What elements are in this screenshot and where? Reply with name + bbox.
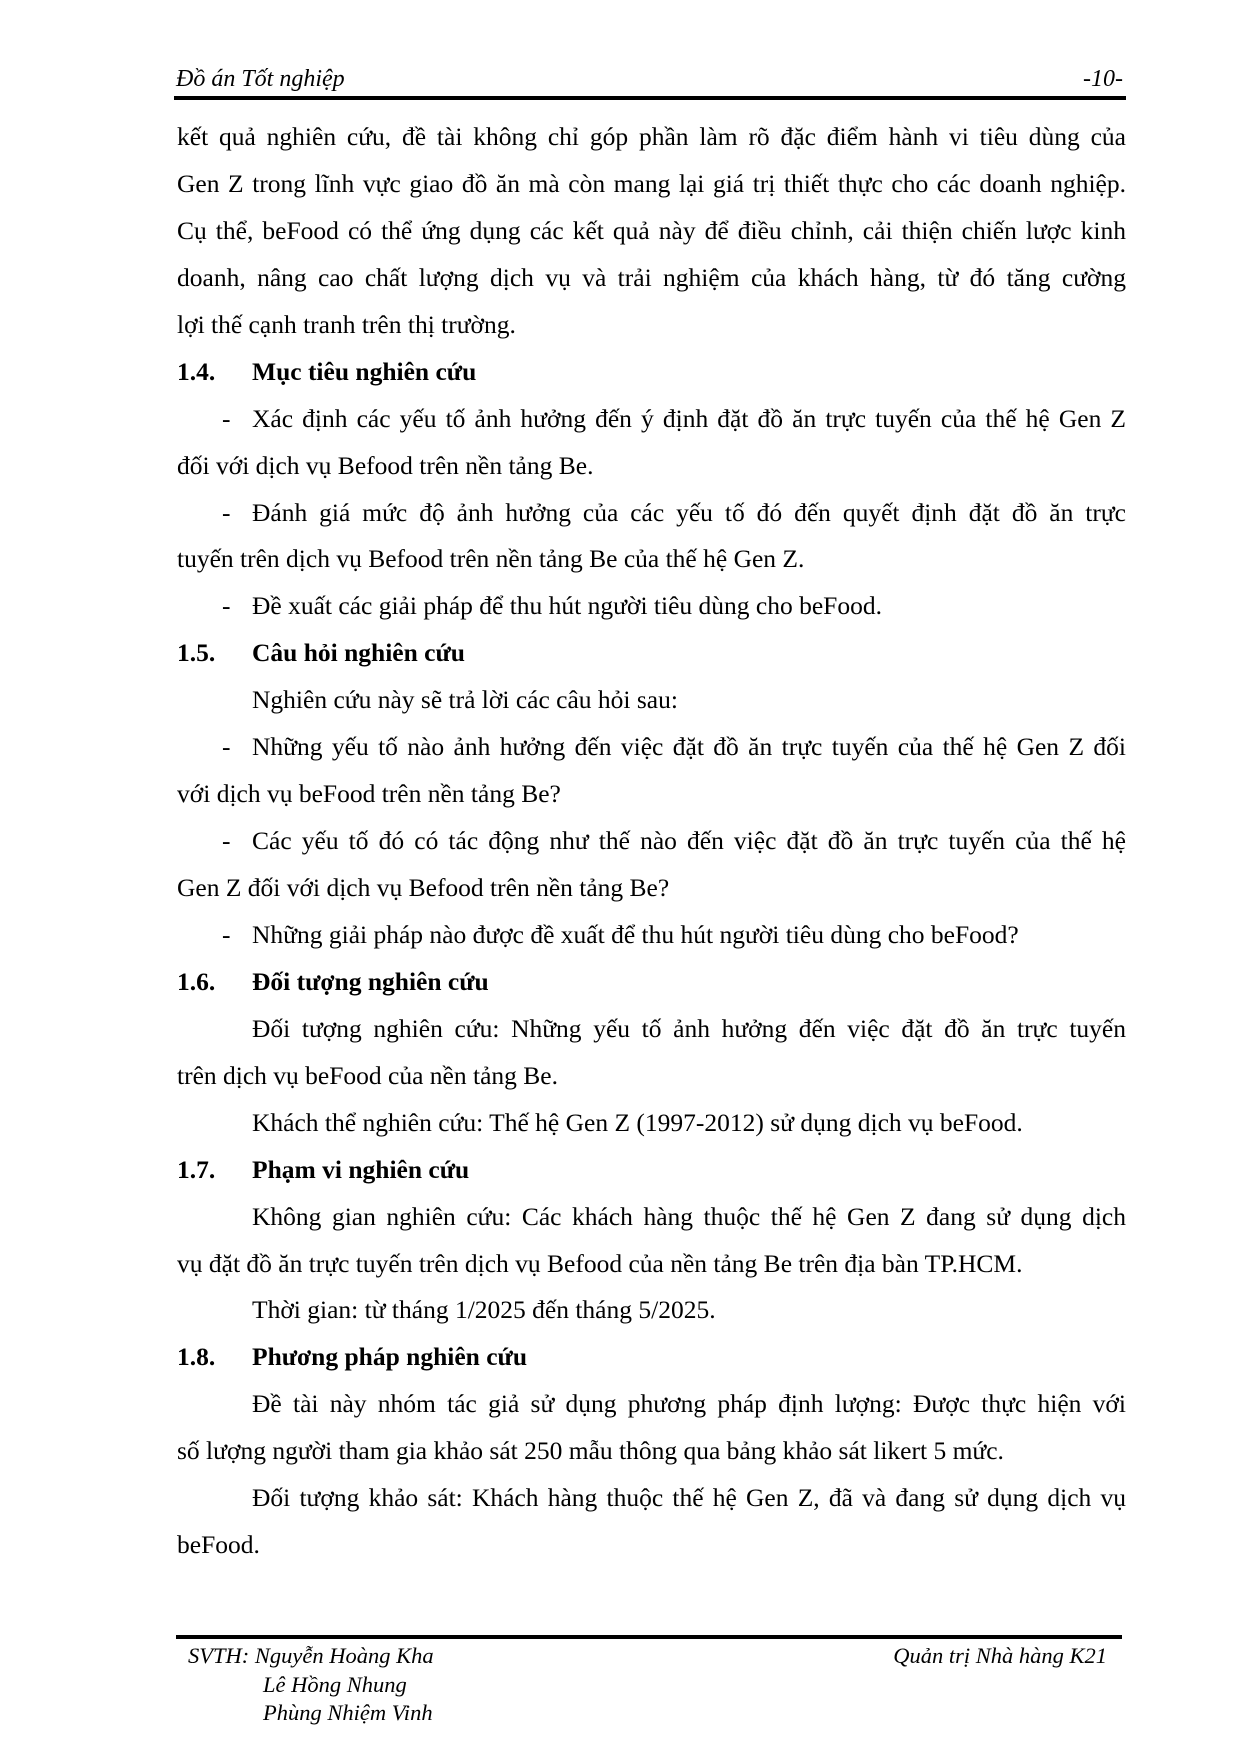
text-line: Đề tài này nhóm tác giả sử dụng phương pháp định lượng: Được thực hiện với (252, 1389, 1126, 1419)
text-line: Cụ thể, beFood có thể ứng dụng các kết quả này để điều chỉnh, cải thiện chiến lược kinh (177, 215, 1126, 245)
section-title: Câu hỏi nghiên cứu (252, 638, 465, 668)
page-header (176, 64, 1126, 96)
page-number: -10- (1083, 66, 1123, 92)
section-number: 1.5. (177, 638, 216, 668)
list-item: - Đề xuất các giải pháp để thu hút người tiêu dùng cho beFood. (177, 583, 1126, 630)
text-line: số lượng người tham gia khảo sát 250 mẫu thông qua bảng khảo sát likert 5 mức. (177, 1436, 1004, 1466)
text-line: kết quả nghiên cứu, đề tài không chỉ góp phần làm rõ đặc điểm hành vi tiêu dùng của (177, 122, 1126, 151)
authors-label: SVTH: Nguyễn Hoàng Kha (188, 1643, 434, 1668)
list-item: - Các yếu tố đó có tác động như thế nào đến việc đặt đồ ăn trực tuyến của thế hệ (177, 818, 1126, 865)
section-title: Đối tượng nghiên cứu (252, 966, 489, 996)
text-line: doanh, nâng cao chất lượng dịch vụ và trải nghiệm của khách hàng, từ đó tăng cường (177, 262, 1126, 292)
text-line: trên dịch vụ beFood của nền tảng Be. (177, 1060, 558, 1090)
class-name: Quản trị Nhà hàng K21 (893, 1643, 1107, 1668)
section-1-4 (177, 349, 1126, 631)
text-line: Không gian nghiên cứu: Các khách hàng thuộc thế hệ Gen Z đang sử dụng dịch (252, 1201, 1126, 1231)
dash-bullet-icon: - (222, 919, 231, 949)
section-number: 1.4. (177, 356, 216, 386)
header-rule (174, 96, 1126, 100)
list-item: - Đánh giá mức độ ảnh hưởng của các yếu tố đó đến quyết định đặt đồ ăn trực (177, 490, 1126, 537)
section-number: 1.8. (177, 1342, 216, 1372)
page-content (177, 114, 1126, 1569)
section-intro: Nghiên cứu này sẽ trả lời các câu hỏi sau: (252, 685, 678, 715)
dash-bullet-icon: - (222, 591, 231, 621)
text-line: vụ đặt đồ ăn trực tuyến trên dịch vụ Befood của nền tảng Be trên địa bàn TP.HCM. (177, 1248, 1023, 1278)
author-name: Phùng Nhiệm Vinh (263, 1700, 433, 1725)
section-heading (177, 349, 1126, 396)
text-line: Khách thể nghiên cứu: Thế hệ Gen Z (1997-2012) sử dụng dịch vụ beFood. (252, 1107, 1023, 1137)
text-line: beFood. (177, 1530, 260, 1560)
section-title: Phạm vi nghiên cứu (252, 1154, 470, 1184)
section-number: 1.6. (177, 966, 216, 996)
document-title: Đồ án Tốt nghiệp (176, 66, 345, 92)
list-item: - Những giải pháp nào được đề xuất để thu hút người tiêu dùng cho beFood? (177, 912, 1126, 959)
list-item: - Những yếu tố nào ảnh hưởng đến việc đặt đồ ăn trực tuyến của thế hệ Gen Z đối (177, 724, 1126, 771)
section-1-5 (177, 630, 1126, 959)
text-line: Đối tượng nghiên cứu: Những yếu tố ảnh hưởng đến việc đặt đồ ăn trực tuyến (252, 1013, 1126, 1043)
dash-bullet-icon: - (222, 732, 231, 762)
section-heading (177, 1334, 1126, 1381)
section-1-6 (177, 959, 1126, 1147)
intro-paragraph (177, 114, 1126, 349)
section-heading (177, 1147, 1126, 1194)
text-line: đối với dịch vụ Befood trên nền tảng Be. (177, 450, 594, 480)
section-1-7 (177, 1147, 1126, 1335)
dash-bullet-icon: - (222, 403, 231, 433)
section-number: 1.7. (177, 1154, 216, 1184)
text-line: Gen Z đối với dịch vụ Befood trên nền tảng Be? (177, 873, 670, 902)
text-line: Gen Z trong lĩnh vực giao đồ ăn mà còn mang lại giá trị thiết thực cho các doanh nghiệp. (177, 168, 1126, 198)
text-line: Thời gian: từ tháng 1/2025 đến tháng 5/2025. (252, 1295, 716, 1325)
section-1-8 (177, 1334, 1126, 1569)
list-item: - Xác định các yếu tố ảnh hưởng đến ý định đặt đồ ăn trực tuyến của thế hệ Gen Z (177, 396, 1126, 443)
text-line: Đối tượng khảo sát: Khách hàng thuộc thế hệ Gen Z, đã và đang sử dụng dịch vụ (252, 1483, 1126, 1513)
section-heading (177, 630, 1126, 677)
author-name: Lê Hồng Nhung (263, 1671, 407, 1697)
dash-bullet-icon: - (222, 497, 231, 527)
text-line: với dịch vụ beFood trên nền tảng Be? (177, 779, 561, 809)
section-title: Mục tiêu nghiên cứu (252, 356, 477, 386)
section-heading (177, 959, 1126, 1006)
footer-rule (176, 1635, 1122, 1639)
section-title: Phương pháp nghiên cứu (252, 1342, 528, 1372)
dash-bullet-icon: - (222, 826, 231, 856)
text-line: tuyến trên dịch vụ Befood trên nền tảng Be của thế hệ Gen Z. (177, 544, 805, 574)
text-line: lợi thế cạnh tranh trên thị trường. (177, 309, 516, 339)
